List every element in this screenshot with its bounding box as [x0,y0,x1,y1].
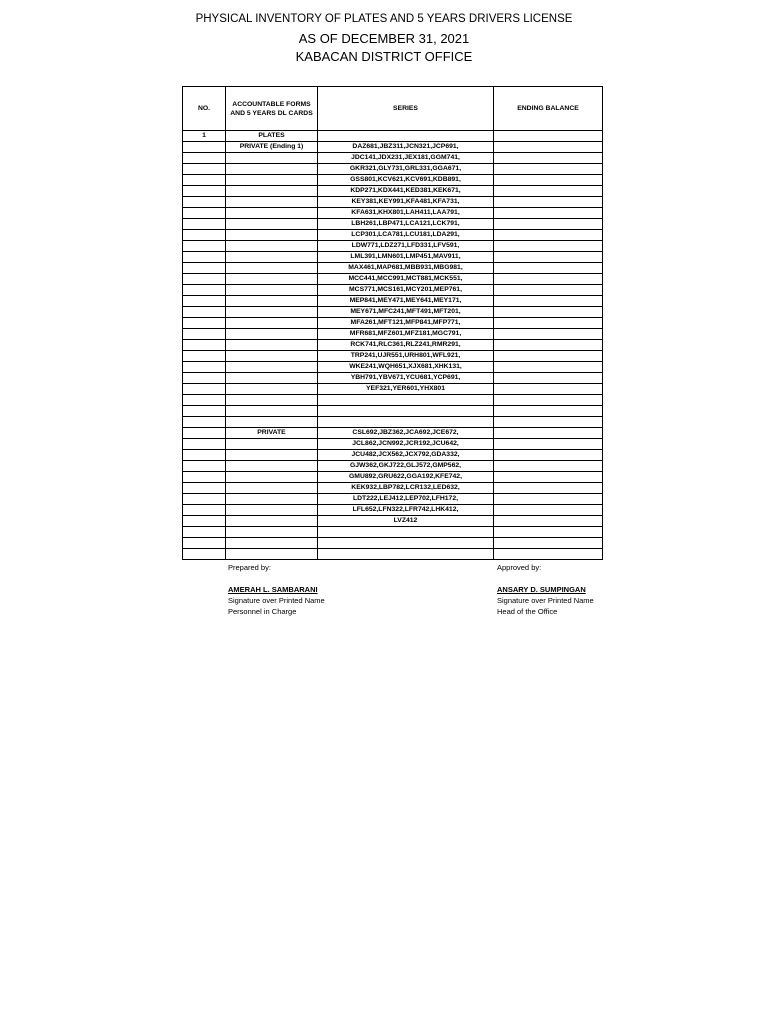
cell-forms [226,175,318,186]
cell-balance [494,230,603,241]
cell-forms [226,516,318,527]
table-row [183,516,603,527]
cell-forms [226,395,318,406]
inventory-table [182,86,603,560]
cell-balance [494,153,603,164]
cell-no [183,472,226,483]
cell-balance [494,208,603,219]
table-row [183,241,603,252]
table-row [183,494,603,505]
cell-balance [494,384,603,395]
table-row [183,230,603,241]
cell-balance [494,527,603,538]
cell-forms: PRIVATE [226,428,318,439]
cell-no [183,175,226,186]
cell-series [318,417,494,428]
cell-no [183,494,226,505]
cell-no: 1 [183,131,226,142]
cell-series: WKE241,WQH651,XJX681,XHK131, [318,362,494,373]
cell-series: LML391,LMN601,LMP451,MAV911, [318,252,494,263]
cell-series [318,549,494,560]
cell-no [183,340,226,351]
table-row [183,197,603,208]
col-header-no: NO. [183,87,226,131]
cell-forms [226,494,318,505]
cell-balance [494,406,603,417]
cell-no [183,549,226,560]
table-row [183,439,603,450]
cell-no [183,384,226,395]
cell-no [183,285,226,296]
cell-no [183,351,226,362]
prepared-by-name: AMERAH L. SAMBARANI [228,585,318,594]
prepared-by-role: Personnel in Charge [228,607,297,616]
cell-balance [494,296,603,307]
table-row [183,340,603,351]
cell-forms [226,450,318,461]
cell-series [318,538,494,549]
table-row [183,219,603,230]
cell-no [183,417,226,428]
table-row [183,164,603,175]
cell-series: GMU892,GRU622,GGA192,KFE742, [318,472,494,483]
cell-balance [494,164,603,175]
table-header-row [183,87,603,131]
cell-forms [226,417,318,428]
table-row [183,175,603,186]
approved-by-name: ANSARY D. SUMPINGAN [497,585,586,594]
cell-no [183,197,226,208]
cell-no [183,329,226,340]
cell-no [183,483,226,494]
cell-series [318,527,494,538]
cell-series: KFA631,KHX801,LAH411,LAA791, [318,208,494,219]
cell-no [183,439,226,450]
cell-balance [494,395,603,406]
cell-forms [226,285,318,296]
table-row [183,131,603,142]
table-row [183,318,603,329]
cell-series: RCK741,RLC361,RLZ241,RMR291, [318,340,494,351]
table-row [183,527,603,538]
cell-forms [226,252,318,263]
cell-forms [226,538,318,549]
approved-by-role: Head of the Office [497,607,558,616]
cell-no [183,461,226,472]
cell-series: JDC141,JDX231,JEX181,GGM741, [318,153,494,164]
cell-balance [494,274,603,285]
cell-series: GSS801,KCV621,KCV691,KDB891, [318,175,494,186]
cell-forms [226,472,318,483]
cell-series: GJW362,GKJ722,GLJ572,GMP562, [318,461,494,472]
cell-forms [226,483,318,494]
table-row [183,274,603,285]
cell-series: LVZ412 [318,516,494,527]
cell-forms [226,274,318,285]
cell-series: YEF321,YER601,YHX801 [318,384,494,395]
prepared-by-signature-line: Signature over Printed Name [228,596,325,605]
cell-no [183,241,226,252]
table-row [183,384,603,395]
cell-series: JCU482,JCX562,JCX792,GDA332, [318,450,494,461]
cell-series: DAZ681,JBZ311,JCN321,JCP691, [318,142,494,153]
cell-forms [226,296,318,307]
cell-balance [494,329,603,340]
table-row [183,329,603,340]
cell-series: TRP241,UJR551,URH801,WFL921, [318,351,494,362]
cell-series: JCL862,JCN992,JCR192,JCU642, [318,439,494,450]
cell-no [183,395,226,406]
cell-forms [226,351,318,362]
cell-series: LFL652,LFN322,LFR742,LHK412, [318,505,494,516]
table-row [183,549,603,560]
cell-series: MEP841,MEY471,MEY641,MEY171, [318,296,494,307]
cell-no [183,164,226,175]
cell-no [183,208,226,219]
table-row [183,351,603,362]
table-row [183,450,603,461]
table-row [183,362,603,373]
cell-series: GKR321,GLY731,GRL331,GGA671, [318,164,494,175]
cell-balance [494,175,603,186]
cell-series: MFR681,MFZ601,MFZ181,MGC791, [318,329,494,340]
table-row [183,406,603,417]
cell-balance [494,417,603,428]
cell-balance [494,538,603,549]
col-header-balance: ENDING BALANCE [494,87,603,131]
cell-balance [494,450,603,461]
col-header-series: SERIES [318,87,494,131]
cell-balance [494,241,603,252]
prepared-by-label: Prepared by: [228,563,271,572]
cell-series: CSL692,JBZ362,JCA692,JCE672, [318,428,494,439]
cell-balance [494,142,603,153]
cell-forms [226,461,318,472]
cell-no [183,252,226,263]
cell-forms: PLATES [226,131,318,142]
table-row [183,285,603,296]
cell-no [183,538,226,549]
cell-forms [226,373,318,384]
cell-forms [226,362,318,373]
cell-series: MCS771,MCS161,MCY201,MEP761, [318,285,494,296]
cell-forms [226,307,318,318]
cell-balance [494,373,603,384]
prepared-by-block [228,562,325,617]
cell-series: MFA261,MFT121,MFP841,MFP771, [318,318,494,329]
table-row [183,186,603,197]
cell-series: LDW771,LDZ271,LFD331,LFV591, [318,241,494,252]
cell-series: MCC441,MCC991,MCT881,MCK551, [318,274,494,285]
cell-no [183,318,226,329]
cell-forms [226,439,318,450]
cell-balance [494,494,603,505]
cell-balance [494,197,603,208]
cell-no [183,362,226,373]
cell-series: LBH261,LBP471,LCA121,LCK791, [318,219,494,230]
table-row [183,428,603,439]
cell-balance [494,131,603,142]
cell-forms: PRIVATE (Ending 1) [226,142,318,153]
col-header-forms: ACCOUNTABLE FORMS AND 5 YEARS DL CARDS [226,87,318,131]
cell-forms [226,406,318,417]
cell-series: LCP301,LCA781,LCU181,LDA291, [318,230,494,241]
table-row [183,296,603,307]
table-row [183,395,603,406]
cell-balance [494,362,603,373]
cell-no [183,296,226,307]
cell-no [183,153,226,164]
cell-no [183,406,226,417]
cell-forms [226,197,318,208]
cell-balance [494,516,603,527]
cell-no [183,307,226,318]
approved-by-signature-line: Signature over Printed Name [497,596,594,605]
cell-series: MEY671,MFC241,MFT491,MFT201, [318,307,494,318]
cell-series: KEK932,LBP782,LCR132,LED632, [318,483,494,494]
cell-balance [494,318,603,329]
table-row [183,461,603,472]
cell-forms [226,340,318,351]
table-row [183,142,603,153]
cell-forms [226,384,318,395]
cell-forms [226,329,318,340]
cell-no [183,219,226,230]
cell-series: KEY381,KEY991,KFA481,KFA731, [318,197,494,208]
cell-balance [494,549,603,560]
cell-no [183,373,226,384]
cell-balance [494,461,603,472]
cell-no [183,186,226,197]
cell-forms [226,208,318,219]
cell-no [183,527,226,538]
approved-by-block [497,562,594,617]
cell-series: MAX461,MAP681,MBB931,MBG981, [318,263,494,274]
cell-forms [226,505,318,516]
cell-balance [494,186,603,197]
cell-balance [494,428,603,439]
cell-no [183,230,226,241]
cell-forms [226,549,318,560]
cell-balance [494,483,603,494]
cell-no [183,516,226,527]
cell-balance [494,263,603,274]
table-row [183,417,603,428]
table-row [183,252,603,263]
cell-forms [226,230,318,241]
approved-by-label: Approved by: [497,563,542,572]
cell-balance [494,439,603,450]
cell-forms [226,318,318,329]
cell-balance [494,219,603,230]
cell-no [183,505,226,516]
cell-balance [494,505,603,516]
cell-forms [226,164,318,175]
table-row [183,373,603,384]
cell-no [183,428,226,439]
cell-series [318,406,494,417]
office-name: KABACAN DISTRICT OFFICE [295,49,473,64]
table-row [183,505,603,516]
cell-series: YBH791,YBV671,YCU681,YCP691, [318,373,494,384]
cell-forms [226,241,318,252]
table-row [183,472,603,483]
cell-balance [494,340,603,351]
cell-balance [494,252,603,263]
cell-forms [226,219,318,230]
cell-no [183,274,226,285]
cell-series: LDT222,LEJ412,LEP702,LFH172, [318,494,494,505]
table-row [183,307,603,318]
table-row [183,208,603,219]
table-row [183,153,603,164]
cell-series [318,395,494,406]
document-date: AS OF DECEMBER 31, 2021 [298,31,470,46]
document-title: PHYSICAL INVENTORY OF PLATES AND 5 YEARS DRIVERS LICENSE [195,13,573,25]
cell-forms [226,186,318,197]
cell-balance [494,307,603,318]
cell-no [183,142,226,153]
cell-forms [226,153,318,164]
cell-series: KDP271,KDX441,KED381,KEK671, [318,186,494,197]
cell-no [183,263,226,274]
cell-forms [226,263,318,274]
table-row [183,538,603,549]
cell-balance [494,285,603,296]
table-row [183,263,603,274]
cell-balance [494,472,603,483]
table-row [183,483,603,494]
cell-balance [494,351,603,362]
cell-series [318,131,494,142]
cell-no [183,450,226,461]
cell-forms [226,527,318,538]
